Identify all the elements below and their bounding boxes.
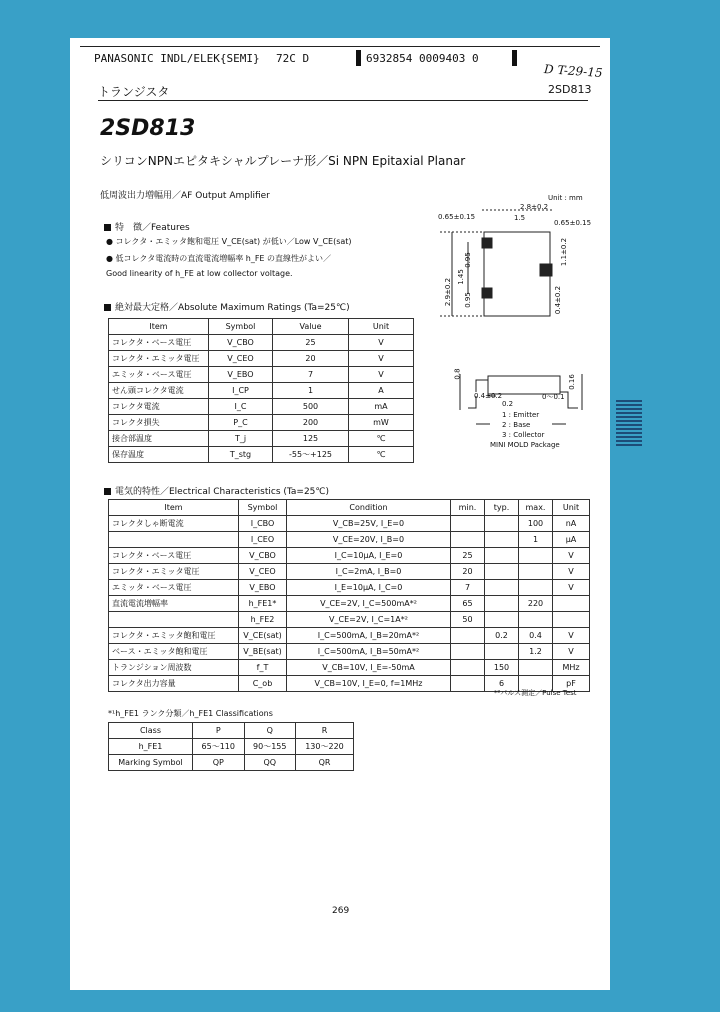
col-header: R xyxy=(296,723,354,739)
table-cell: V xyxy=(349,367,414,383)
col-header: Condition xyxy=(287,500,451,516)
table-cell: ℃ xyxy=(349,431,414,447)
table-cell: I_CBO xyxy=(239,516,287,532)
table-cell: せん頭コレクタ電流 xyxy=(109,383,209,399)
pin-legend-item: 3 : Collector xyxy=(502,431,545,439)
header-block-mark-2 xyxy=(512,50,517,66)
table-row xyxy=(109,447,414,463)
table-cell xyxy=(553,612,590,628)
abs-max-heading: 絶対最大定格／Absolute Maximum Ratings (Ta=25℃) xyxy=(104,300,350,313)
col-header: Unit xyxy=(553,500,590,516)
table-cell: 保存温度 xyxy=(109,447,209,463)
table-cell: I_CEO xyxy=(239,532,287,548)
table-cell: V_CB=25V, I_E=0 xyxy=(287,516,451,532)
table-cell: 220 xyxy=(519,596,553,612)
table-cell xyxy=(451,644,485,660)
dim-label: 0.95 xyxy=(463,252,472,268)
pin-legend-item: 1 : Emitter xyxy=(502,411,540,419)
dim-label: 0.65±0.15 xyxy=(554,219,592,227)
table-cell xyxy=(451,516,485,532)
table-cell: 25 xyxy=(273,335,349,351)
abs-max-table xyxy=(108,318,414,463)
table-row xyxy=(109,383,414,399)
table-cell: I_CP xyxy=(209,383,273,399)
table-cell: V xyxy=(553,564,590,580)
table-cell: mA xyxy=(349,399,414,415)
table-cell: 20 xyxy=(273,351,349,367)
dim-label: 1.45 xyxy=(456,269,465,285)
table-cell: h_FE1* xyxy=(239,596,287,612)
table-cell: V_CB=10V, I_E=0, f=1MHz xyxy=(287,676,451,692)
elec-heading: 電気的特性／Electrical Characteristics (Ta=25℃) xyxy=(104,484,329,497)
table-cell xyxy=(485,596,519,612)
pin-legend-item: 2 : Base xyxy=(502,421,531,429)
table-row xyxy=(109,399,414,415)
table-cell: I_C xyxy=(209,399,273,415)
table-cell xyxy=(485,644,519,660)
feature-item: ● コレクタ・エミッタ飽和電圧 V_CE(sat) が低い／Low V_CE(sat) xyxy=(106,237,352,246)
table-cell xyxy=(451,660,485,676)
table-row xyxy=(109,596,590,612)
table-cell: エミッタ・ベース電圧 xyxy=(109,367,209,383)
header-lot: 6932854 0009403 0 xyxy=(366,52,479,65)
table-cell xyxy=(109,532,239,548)
table-row xyxy=(109,548,590,564)
table-cell: V xyxy=(349,351,414,367)
col-header: Item xyxy=(109,500,239,516)
table-cell: V_EBO xyxy=(209,367,273,383)
table-cell: I_C=500mA, I_B=20mA*² xyxy=(287,628,451,644)
table-cell xyxy=(485,532,519,548)
table-cell: V_CE=20V, I_B=0 xyxy=(287,532,451,548)
table-cell xyxy=(451,532,485,548)
table-cell: QR xyxy=(296,755,354,771)
table-cell: mW xyxy=(349,415,414,431)
table-cell: I_C=2mA, I_B=0 xyxy=(287,564,451,580)
table-cell: コレクタ・エミッタ飽和電圧 xyxy=(109,628,239,644)
table-cell xyxy=(519,612,553,628)
table-cell: 100 xyxy=(519,516,553,532)
table-cell xyxy=(451,628,485,644)
table-cell: V_CBO xyxy=(239,548,287,564)
dim-label: 0.8 xyxy=(453,368,462,380)
table-row xyxy=(109,660,590,676)
table-cell: 6 xyxy=(485,676,519,692)
table-cell: 20 xyxy=(451,564,485,580)
table-cell: MHz xyxy=(553,660,590,676)
hfe-table xyxy=(108,722,354,771)
table-cell: 500 xyxy=(273,399,349,415)
table-cell: f_T xyxy=(239,660,287,676)
col-header: P xyxy=(193,723,245,739)
table-cell: V xyxy=(553,628,590,644)
table-cell: トランジション周波数 xyxy=(109,660,239,676)
table-cell: I_C=10μA, I_E=0 xyxy=(287,548,451,564)
table-cell: P_C xyxy=(209,415,273,431)
col-header: min. xyxy=(451,500,485,516)
table-cell: 直流電流増幅率 xyxy=(109,596,239,612)
table-cell: 65 xyxy=(451,596,485,612)
elec-table xyxy=(108,499,590,692)
dim-label: 0.65±0.15 xyxy=(438,213,476,221)
application: 低周波出力増幅用／AF Output Amplifier xyxy=(100,191,270,201)
table-cell: V xyxy=(553,580,590,596)
table-cell xyxy=(553,596,590,612)
table-cell: QP xyxy=(193,755,245,771)
table-row xyxy=(109,612,590,628)
table-cell: V_CEO xyxy=(239,564,287,580)
table-row xyxy=(109,367,414,383)
table-cell: -55～+125 xyxy=(273,447,349,463)
table-cell xyxy=(109,612,239,628)
table-cell: V_CE=2V, I_C=1A*² xyxy=(287,612,451,628)
table-cell xyxy=(485,612,519,628)
page-number: 269 xyxy=(332,906,350,916)
table-cell: ℃ xyxy=(349,447,414,463)
table-cell: pF xyxy=(553,676,590,692)
col-header: Q xyxy=(244,723,296,739)
part-title: 2SD813 xyxy=(100,116,196,141)
table-row xyxy=(109,351,414,367)
table-cell: 0.2 xyxy=(485,628,519,644)
table-cell: V_CEO xyxy=(209,351,273,367)
table-row xyxy=(109,755,354,771)
table-cell: コレクタ損失 xyxy=(109,415,209,431)
table-cell xyxy=(485,548,519,564)
pulse-test-note: *²パルス測定／Pulse Test xyxy=(494,689,577,697)
table-cell: 200 xyxy=(273,415,349,431)
table-cell: 7 xyxy=(273,367,349,383)
table-cell: 150 xyxy=(485,660,519,676)
table-cell: 1 xyxy=(519,532,553,548)
table-cell xyxy=(519,660,553,676)
table-cell: V_CE=2V, I_C=500mA*² xyxy=(287,596,451,612)
header-block-mark xyxy=(356,50,361,66)
col-header: max. xyxy=(519,500,553,516)
header-company: PANASONIC INDL/ELEK{SEMI} xyxy=(94,52,260,65)
part-subtitle: シリコンNPNエピタキシャルプレーナ形／Si NPN Epitaxial Planar xyxy=(100,154,466,168)
table-cell: T_stg xyxy=(209,447,273,463)
table-cell: 90～155 xyxy=(244,739,296,755)
header-code: 72C D xyxy=(276,52,310,65)
table-row xyxy=(109,431,414,447)
dim-label: 0.95 xyxy=(463,292,472,308)
col-header: Class xyxy=(109,723,193,739)
col-header: Symbol xyxy=(209,319,273,335)
table-cell: V_CB=10V, I_E=-50mA xyxy=(287,660,451,676)
table-cell: 7 xyxy=(451,580,485,596)
table-cell: QQ xyxy=(244,755,296,771)
header-rule xyxy=(98,100,588,101)
table-cell: 65～110 xyxy=(193,739,245,755)
table-cell: V xyxy=(553,644,590,660)
table-cell: 25 xyxy=(451,548,485,564)
dim-label: 1.5 xyxy=(514,214,526,222)
table-row xyxy=(109,516,590,532)
table-cell: 接合部温度 xyxy=(109,431,209,447)
dim-label: 0.4±0.2 xyxy=(474,392,503,400)
table-cell: 0.4 xyxy=(519,628,553,644)
table-cell: コレクタ・ベース電圧 xyxy=(109,335,209,351)
table-cell: コレクタ・エミッタ電圧 xyxy=(109,351,209,367)
table-cell: V xyxy=(553,548,590,564)
dim-label: 0.4±0.2 xyxy=(554,285,563,315)
table-cell: h_FE2 xyxy=(239,612,287,628)
col-header: Symbol xyxy=(239,500,287,516)
table-cell: 50 xyxy=(451,612,485,628)
table-cell: V_CE(sat) xyxy=(239,628,287,644)
table-cell: コレクタ・エミッタ電圧 xyxy=(109,564,239,580)
col-header: Unit xyxy=(349,319,414,335)
table-cell: A xyxy=(349,383,414,399)
table-cell: コレクタ電流 xyxy=(109,399,209,415)
table-cell: T_j xyxy=(209,431,273,447)
unit-label: Unit : mm xyxy=(548,194,583,202)
dim-label: 2.8±0.2 xyxy=(520,203,549,211)
table-row xyxy=(109,628,590,644)
package-name: MINI MOLD Package xyxy=(490,441,560,449)
table-cell: エミッタ・ベース電圧 xyxy=(109,580,239,596)
table-cell: V_CBO xyxy=(209,335,273,351)
table-cell: コレクタ・ベース電圧 xyxy=(109,548,239,564)
table-cell: μA xyxy=(553,532,590,548)
table-row xyxy=(109,564,590,580)
table-row xyxy=(109,532,590,548)
table-cell: V_BE(sat) xyxy=(239,644,287,660)
table-cell: コレクタ出力容量 xyxy=(109,676,239,692)
table-row xyxy=(109,644,590,660)
col-header: Value xyxy=(273,319,349,335)
table-cell xyxy=(519,548,553,564)
table-cell xyxy=(519,580,553,596)
col-header: Item xyxy=(109,319,209,335)
table-cell: 125 xyxy=(273,431,349,447)
dim-label: 1.1±0.2 xyxy=(560,237,569,267)
col-header: typ. xyxy=(485,500,519,516)
dim-label: 0.2 xyxy=(502,400,514,408)
table-cell: I_C=500mA, I_B=50mA*² xyxy=(287,644,451,660)
table-row xyxy=(109,335,414,351)
features-heading: 特 徴／Features xyxy=(104,220,190,233)
table-cell: 1.2 xyxy=(519,644,553,660)
pin-legend xyxy=(490,410,560,450)
table-row xyxy=(109,739,354,755)
table-cell: h_FE1 xyxy=(109,739,193,755)
binding-edge-marks xyxy=(616,400,642,448)
header-top-rule xyxy=(80,46,600,47)
table-cell: 130～220 xyxy=(296,739,354,755)
hfe-heading: *¹h_FE1 ランク分類／h_FE1 Classifications xyxy=(108,709,273,718)
table-cell: 1 xyxy=(273,383,349,399)
table-cell xyxy=(485,564,519,580)
table-cell: I_E=10μA, I_C=0 xyxy=(287,580,451,596)
table-cell: V xyxy=(349,335,414,351)
dim-label: 0.16 xyxy=(567,374,576,390)
table-cell xyxy=(485,516,519,532)
table-row xyxy=(109,415,414,431)
table-cell: C_ob xyxy=(239,676,287,692)
datasheet-page xyxy=(70,38,610,990)
header-part-number: 2SD813 xyxy=(548,83,592,96)
table-row xyxy=(109,580,590,596)
dim-label: 0～0.1 xyxy=(542,393,565,401)
category-label: トランジスタ xyxy=(98,85,170,99)
table-cell: nA xyxy=(553,516,590,532)
feature-item: ● 低コレクタ電流時の直流電流増幅率 h_FE の直線性がよい／Good linearity of h_FE at low collector voltage. xyxy=(106,254,332,278)
table-cell xyxy=(485,580,519,596)
table-cell: ベース・エミッタ飽和電圧 xyxy=(109,644,239,660)
header-handwritten-note: D T-29-15 xyxy=(543,61,603,81)
table-cell: V_EBO xyxy=(239,580,287,596)
table-cell xyxy=(451,676,485,692)
table-cell xyxy=(519,564,553,580)
dim-label: 2.9±0.2 xyxy=(444,277,453,307)
table-cell: Marking Symbol xyxy=(109,755,193,771)
table-cell: コレクタしゃ断電流 xyxy=(109,516,239,532)
